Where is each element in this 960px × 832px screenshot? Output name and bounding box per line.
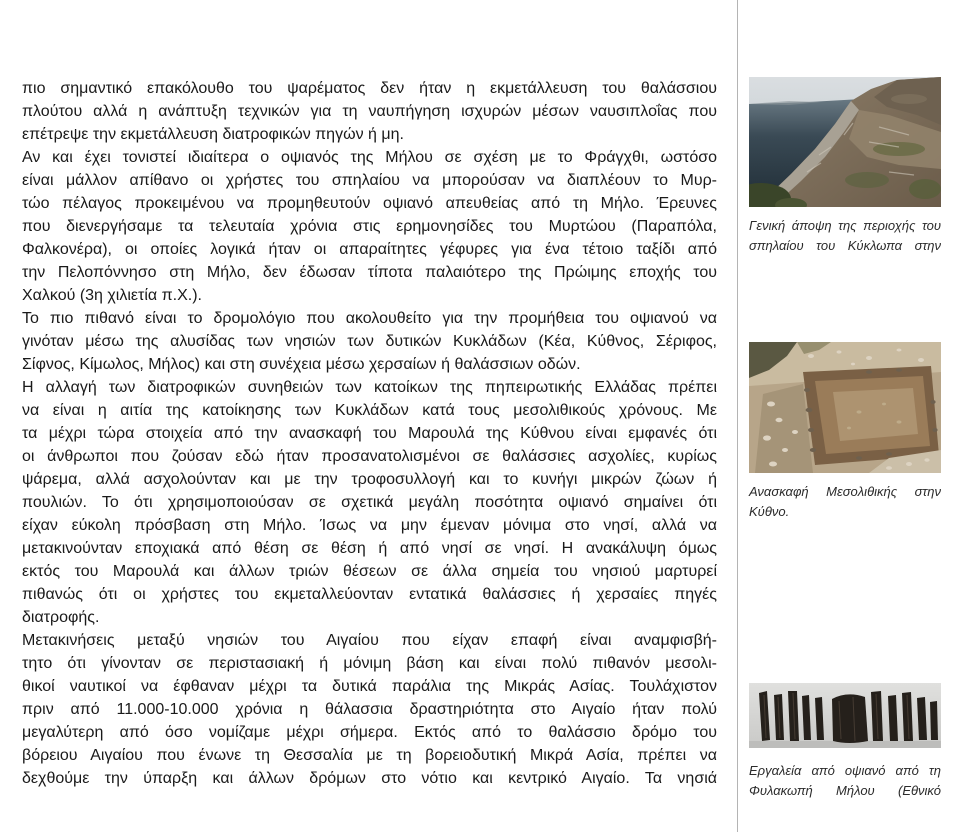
figure-excavation [749, 342, 941, 473]
text-line: πλούτου αλλά η ανάπτυξη τεχνικών για τη ναυπήγηση ισχυρών μέσων ναυσιπλοΐας που [22, 103, 717, 120]
paragraph [22, 629, 717, 790]
figure-caption [749, 482, 941, 522]
coastal-landscape-photo [749, 77, 941, 207]
text-line: ψάρεμα, αλλά ασχολούνταν και με την τροφοσυλλογή και το κυνήγι μικρών ζώων ή [22, 471, 717, 488]
figure-coastal-view [749, 77, 941, 207]
text-line: την Πελοπόννησο στη Μήλο, δεν έδωσαν τίποτα παλαιότερο της Πρώιμης εποχής του [22, 264, 717, 281]
text-line: τώο πέλαγος προκειμένου να προμηθευτούν οψιανό απευθείας από τη Μήλο. Έρευνες [22, 195, 717, 212]
caption-line: Φυλακωπή Μήλου (Εθνικό [749, 783, 941, 798]
paragraph [22, 146, 717, 307]
caption-line: Εργαλεία από οψιανό από τη [749, 763, 941, 778]
text-line: οι άνθρωποι που ζούσαν εδώ ήταν προσανατολισμένοι σε θαλάσσιες ασχολίες, κυρίως [22, 448, 717, 465]
figure-obsidian-tools [749, 683, 941, 748]
text-line: πιθανώς ότι οι χρήστες του εκμεταλλεύονταν εντατικά θαλάσσιες ή χερσαίες πηγές [22, 586, 717, 603]
caption-line: Κύθνο. [749, 504, 790, 519]
excavation-photo [749, 342, 941, 473]
caption-line: Γενική άποψη της περιοχής του [749, 218, 941, 233]
text-line: τητο ότι γίνονταν σε περιστασιακή ή μόνιμη βάση και είναι πολύ πιθανόν μεσολι- [22, 655, 717, 672]
text-line: γινόταν μέσω της αλυσίδας των νησιών των δυτικών Κυκλάδων (Κέα, Κύθνος, Σέριφος, [22, 333, 717, 350]
text-line: πουλιών. Το ότι χρησιμοποιούσαν σε σχετικά μεγάλη ποσότητα οψιανό σημαίνει ότι [22, 494, 717, 511]
text-line: Χαλκού (3η χιλιετία π.Χ.). [22, 287, 202, 304]
caption-line: σπηλαίου του Κύκλωπα στην [749, 238, 941, 253]
text-line: είχαν εύκολη πρόσβαση στη Μήλο. Ίσως να μην έμεναν μόνιμα στο νησί, αλλά να [22, 517, 717, 534]
obsidian-tools-photo [749, 683, 941, 748]
text-line: Η αλλαγή των διατροφικών συνηθειών των κατοίκων της πηπειρωτικής Ελλάδας πρέπει [22, 379, 717, 396]
figure-caption [749, 216, 941, 256]
text-line: μετακινούνταν εποχιακά από θέση σε θέση ή από νησί σε νησί. Η ανακάλυψη όμως [22, 540, 717, 557]
text-line: Σίφνος, Κίμωλος, Μήλος) και στη συνέχεια μέσω χερσαίων ή θαλάσσιων οδών. [22, 356, 581, 373]
text-line: θικοί ναυτικοί να έφθαναν μέχρι τα δυτικά παράλια της Μικράς Ασίας. Τουλάχιστον [22, 678, 717, 695]
main-text-column [22, 77, 717, 790]
text-line: μεγαλύτερη από όσο νομίζαμε μέχρι σήμερα. Εκτός από το θαλάσσιο δρόμο του [22, 724, 717, 741]
text-line: εκτός του Μαρουλά και άλλων τριών θέσεων σε άλλα σημεία του νησιού μαρτυρεί [22, 563, 717, 580]
caption-line: Ανασκαφή Μεσολιθικής στην [749, 484, 941, 499]
text-line: Το πιο πιθανό είναι το δρομολόγιο που ακολουθείτο για την προμήθεια του οψιανού να [22, 310, 717, 327]
text-line: Αν και έχει τονιστεί ιδιαίτερα ο οψιανός της Μήλου σε σχέση με το Φράγχθι, ωστόσο [22, 149, 717, 166]
text-line: Φαλκονέρα), οι οποίες λογικά ήταν οι απαραίτητες γέφυρες για ένα τέτοιο ταξίδι από [22, 241, 717, 258]
text-line: Μετακινήσεις μεταξύ νησιών του Αιγαίου που είχαν επαφή είναι αναμφισβή- [22, 632, 717, 649]
text-line: που διενεργήσαμε τα τελευταία χρόνια στις ερημονησίδες του Μυρτώου (Παραπόλα, [22, 218, 717, 235]
text-line: διατροφής. [22, 609, 100, 626]
text-line: να είναι η αιτία της κατοίκησης των Κυκλάδων κατά τους μεσολιθικούς χρόνους. Με [22, 402, 717, 419]
paragraph [22, 77, 717, 146]
text-line: επέτρεψε την εκμετάλλευση διατροφικών πηγών ή μη. [22, 126, 404, 143]
figure-caption [749, 761, 941, 801]
text-line: πριν από 11.000-10.000 χρόνια η θάλασσια δραστηριότητα στο Αιγαίο ήταν πολύ [22, 701, 717, 718]
column-divider [737, 0, 738, 832]
text-line: τα μέχρι τώρα στοιχεία από την ανασκαφή του Μαρουλά της Κύθνου είναι εμφανές ότι [22, 425, 717, 442]
paragraph [22, 307, 717, 376]
paragraph [22, 376, 717, 629]
text-line: πιο σημαντικό επακόλουθο του ψαρέματος δεν ήταν η εκμετάλλευση του θαλάσσιου [22, 80, 717, 97]
text-line: δεχθούμε την ύπαρξη και άλλων δρόμων στο νότιο και κεντρικό Αιγαίο. Τα νησιά [22, 770, 717, 787]
text-line: είναι μάλλον απίθανο οι χρήστες του σπηλαίου να μπορούσαν να διαπλέουν το Μυρ- [22, 172, 717, 189]
text-line: βόρειου Αιγαίου που ένωνε τη Θεσσαλία με τη βορειοδυτική Μικρά Ασία, πρέπει να [22, 747, 717, 764]
